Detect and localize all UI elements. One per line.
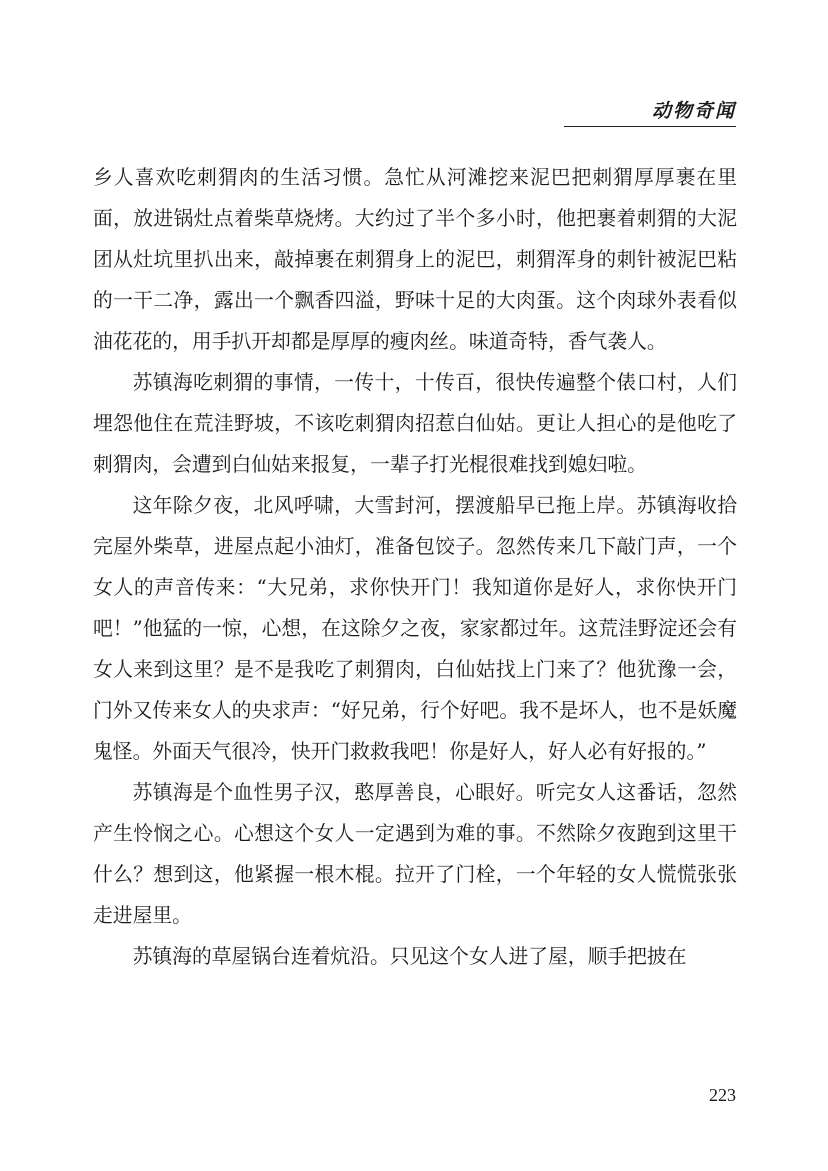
paragraph: 苏镇海吃刺猬的事情，一传十，十传百，很快传遍整个俵口村，人们埋怨他住在荒洼野坡，不该吃刺猬肉招惹白仙姑。更让人担心的是他吃了刺猬肉，会遭到白仙姑来报复，一辈子打光棍很难找到媳妇啦。 bbox=[93, 371, 737, 476]
paragraph: 苏镇海是个血性男子汉，憨厚善良，心眼好。听完女人这番话，忽然产生怜悯之心。心想这个女人一定遇到为难的事。不然除夕夜跑到这里干什么？想到这，他紧握一根木棍。拉开了门栓，一个年轻的女人慌慌张张走进屋里。 bbox=[93, 781, 737, 927]
header-title: 动物奇闻 bbox=[564, 98, 736, 127]
page-number: 223 bbox=[709, 1085, 736, 1105]
paragraph: 这年除夕夜，北风呼啸，大雪封河，摆渡船早已拖上岸。苏镇海收拾完屋外柴草，进屋点起小油灯，准备包饺子。忽然传来几下敲门声，一个女人的声音传来：“大兄弟，求你快开门！我知道你是好人，求你快开门吧！”他猛的一惊，心想，在这除夕之夜，家家都过年。这荒洼野淀还会有女人来到这里？是不是我吃了刺猬肉，白仙姑找上门来了？他犹豫一会，门外又传来女人的央求声：“好兄弟，行个好吧。我不是坏人，也不是妖魔鬼怪。外面天气很冷，快开门救救我吧！你是好人，好人必有好报的。” bbox=[93, 494, 737, 763]
running-header bbox=[564, 98, 736, 127]
paragraph: 苏镇海的草屋锅台连着炕沿。只见这个女人进了屋，顺手把披在 bbox=[132, 945, 687, 968]
paragraph: 乡人喜欢吃刺猬肉的生活习惯。急忙从河滩挖来泥巴把刺猬厚厚裹在里面，放进锅灶点着柴草烧烤。大约过了半个多小时，他把裹着刺猬的大泥团从灶坑里扒出来，敲掉裹在刺猬身上的泥巴，刺猬浑身的刺针被泥巴粘的一干二净，露出一个飘香四溢，野味十足的大肉蛋。这个肉球外表看似油花花的，用手扒开却都是厚厚的瘦肉丝。味道奇特，香气袭人。 bbox=[93, 166, 737, 353]
body-text bbox=[93, 157, 737, 977]
